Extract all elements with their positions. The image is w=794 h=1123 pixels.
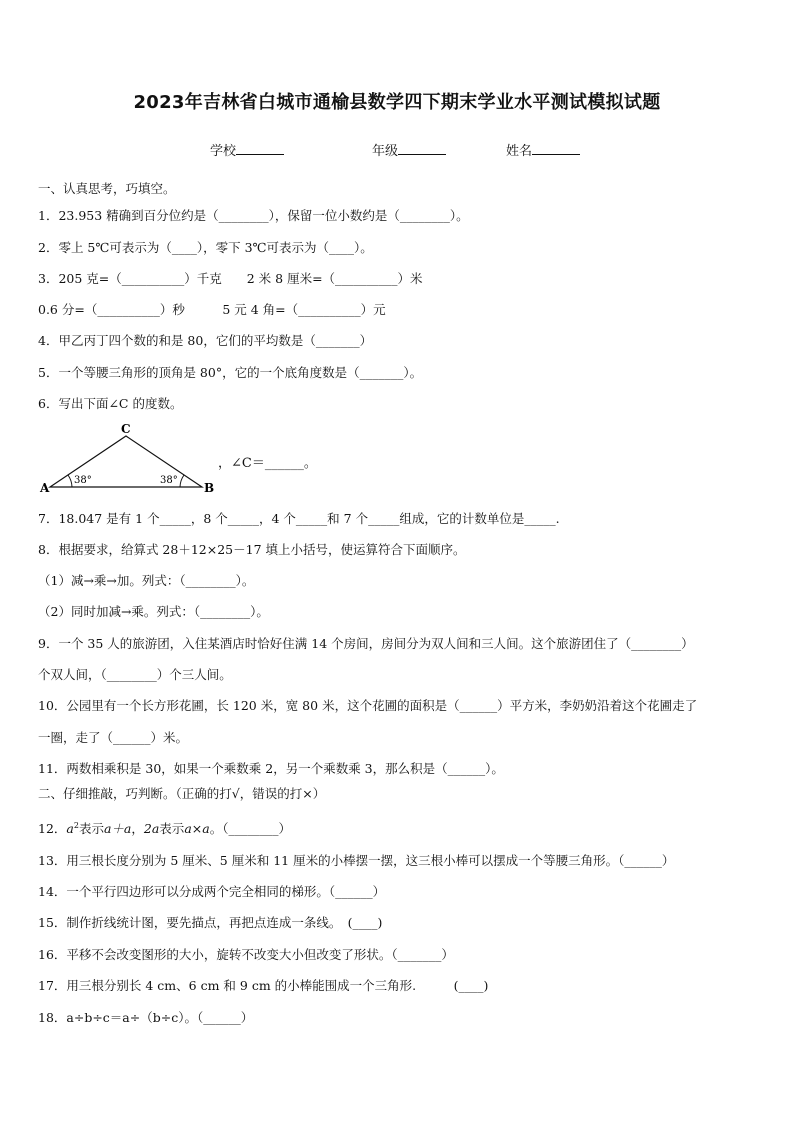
triangle-figure <box>38 422 218 497</box>
question-10-line-1: 10．公园里有一个长方形花圃，长 120 米，宽 80 米，这个花圃的面积是（______）平方米，李奶奶沿着这个花圃走了 <box>38 698 698 713</box>
question-11: 11．两数相乘积是 30，如果一个乘数乘 2，另一个乘数乘 3，那么积是（______）。 <box>38 761 504 776</box>
question-1: 1．23.953 精确到百分位约是（________），保留一位小数约是（________）。 <box>38 208 469 223</box>
question-13: 13．用三根长度分别为 5 厘米、5 厘米和 11 厘米的小棒摆一摆，这三根小棒可以摆成一个等腰三角形。（______） <box>38 853 675 868</box>
school-label: 学校 <box>210 144 237 159</box>
question-6: 6．写出下面∠C 的度数。 <box>38 396 183 411</box>
school-field <box>210 140 284 159</box>
angle-b-label: 38° <box>160 475 178 486</box>
school-blank <box>236 142 284 155</box>
question-14: 14．一个平行四边形可以分成两个完全相同的梯形。（______） <box>38 884 386 899</box>
question-16: 16．平移不会改变图形的大小，旋转不改变大小但改变了形状。（_______） <box>38 947 454 962</box>
question-3-line-1: 3．205 克=（__________）千克 2 米 8 厘米=（__________）米 <box>38 271 423 286</box>
question-8-part-2: （2）同时加减→乘。列式：（________）。 <box>38 604 269 619</box>
question-8: 8．根据要求，给算式 28＋12×25－17 填上小括号，使运算符合下面顺序。 <box>38 542 466 557</box>
question-18: 18．a÷b÷c＝a÷（b÷c）。（______） <box>38 1010 254 1025</box>
vertex-c-label: C <box>121 422 131 436</box>
q12-text-1: 表示 <box>78 821 104 837</box>
vertex-b-label: B <box>204 481 215 495</box>
name-label: 姓名 <box>506 144 533 159</box>
question-8-part-1: （1）减→乘→加。列式：（________）。 <box>38 573 255 588</box>
question-10-line-2: 一圈，走了（______）米。 <box>38 730 189 745</box>
angle-a-arc <box>68 475 72 487</box>
triangle-shape <box>50 436 202 487</box>
q12-text-4: 。（________） <box>209 821 291 837</box>
q12-exponent: 2 <box>73 821 79 830</box>
section-heading-2: 二、仔细推敲，巧判断。（正确的打√，错误的打×） <box>38 786 326 801</box>
question-3-line-2: 0.6 分=（__________）秒 5 元 4 角=（__________）元 <box>38 302 386 317</box>
angle-a-label: 38° <box>74 475 92 486</box>
question-6-answer: ，∠C＝______。 <box>218 456 317 471</box>
question-9-line-1: 9．一个 35 人的旅游团，入住某酒店时恰好住满 14 个房间，房间分为双人间和三人间。这个旅游团住了（________） <box>38 636 694 651</box>
name-blank <box>532 142 580 155</box>
name-field <box>506 140 580 159</box>
question-7: 7．18.047 是有 1 个_____，8 个_____，4 个_____和 7 个_____组成，它的计数单位是_____. <box>38 511 560 526</box>
grade-label: 年级 <box>372 144 399 159</box>
q12-text-2: ， <box>131 821 144 837</box>
question-12 <box>38 817 291 838</box>
q12-expr-2: 2a <box>143 821 160 837</box>
question-17: 17．用三根分别长 4 cm、6 cm 和 9 cm 的小棒能围成一个三角形. (____) <box>38 978 489 993</box>
q12-text-3: 表示 <box>159 821 185 837</box>
question-4: 4．甲乙丙丁四个数的和是 80，它们的平均数是（_______） <box>38 333 373 348</box>
question-5: 5．一个等腰三角形的顶角是 80°，它的一个底角度数是（_______）。 <box>38 365 423 380</box>
question-15: 15．制作折线统计图，要先描点，再把点连成一条线。 (____) <box>38 915 383 930</box>
question-9-line-2: 个双人间，（________）个三人间。 <box>38 667 232 682</box>
q12-a: a <box>66 821 74 837</box>
question-2: 2．零上 5℃可表示为（____），零下 3℃可表示为（____）。 <box>38 240 373 255</box>
vertex-a-label: A <box>40 481 50 495</box>
angle-b-arc <box>180 475 184 487</box>
q12-expr-1: a＋a <box>103 821 132 837</box>
q12-expr-3: a×a <box>184 821 210 837</box>
section-heading-1: 一、认真思考，巧填空。 <box>38 181 176 196</box>
page-title: 2023年吉林省白城市通榆县数学四下期末学业水平测试模拟试题 <box>133 92 661 113</box>
grade-field <box>372 140 446 159</box>
q12-number: 12． <box>38 821 67 837</box>
grade-blank <box>398 142 446 155</box>
